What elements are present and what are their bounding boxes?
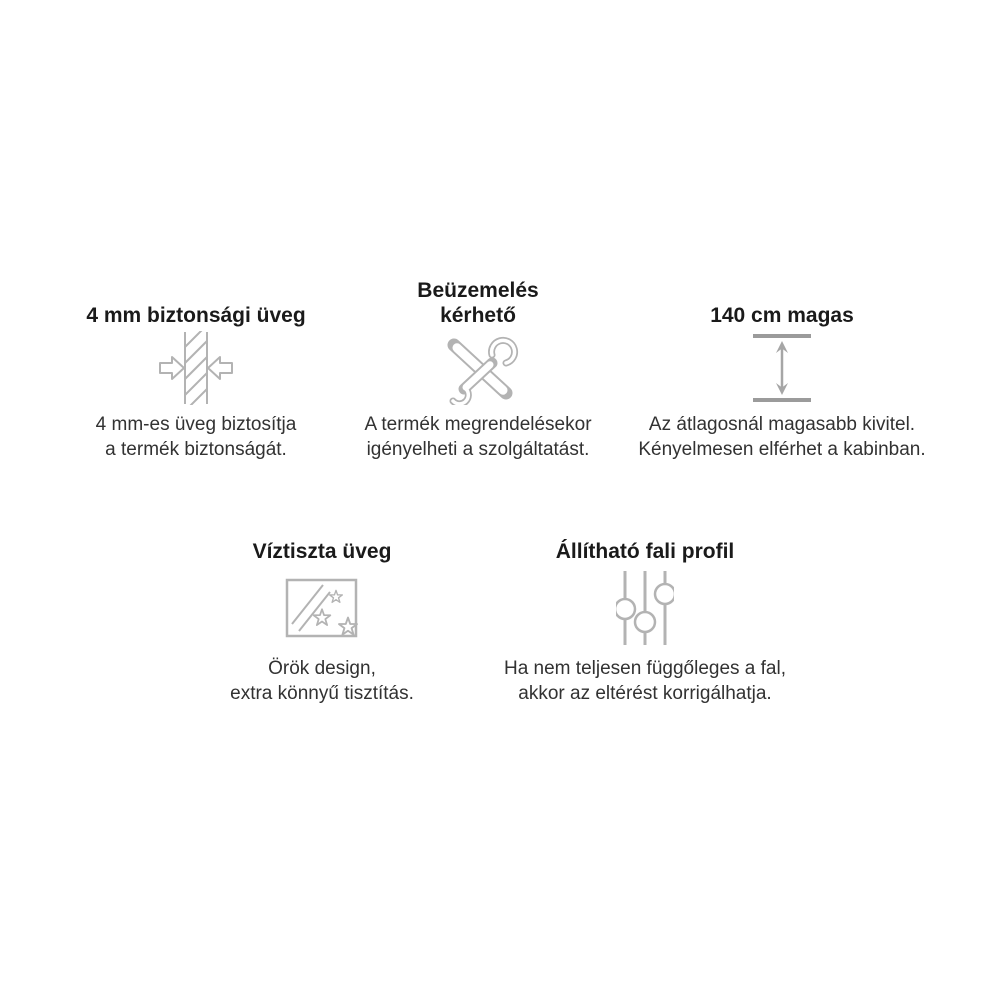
- feature-description: [475, 656, 815, 706]
- feature-description-line: igényelheti a szolgáltatást.: [366, 439, 590, 460]
- feature-description-line: Kényelmesen elférhet a kabinban.: [638, 439, 926, 460]
- feature-description-line: a termék biztonságát.: [105, 439, 287, 460]
- feature-title-line: Víztiszta üveg: [252, 540, 392, 563]
- feature-title: [182, 537, 462, 564]
- feature-safety-glass: [56, 280, 336, 462]
- feature-description: [56, 412, 336, 462]
- feature-adjustable-wall-profile: [475, 537, 815, 706]
- feature-description: [612, 412, 952, 462]
- feature-description-line: 4 mm-es üveg biztosítja: [95, 414, 297, 435]
- sliders-icon: [475, 564, 815, 652]
- feature-description: [338, 412, 618, 462]
- feature-clear-glass: [182, 537, 462, 706]
- feature-installation-service: [338, 280, 618, 462]
- sliders-icon-svg: [616, 569, 674, 647]
- tools-icon-svg: [432, 331, 524, 405]
- glass-thickness-icon-svg: [158, 331, 234, 405]
- feature-title-line: 4 mm biztonsági üveg: [86, 304, 306, 327]
- height-arrow-icon: [612, 328, 952, 408]
- feature-title-line: 140 cm magas: [710, 304, 854, 327]
- feature-title: [612, 280, 952, 328]
- feature-description-line: Az átlagosnál magasabb kivitel.: [648, 414, 916, 435]
- feature-description-line: A termék megrendelésekor: [364, 414, 592, 435]
- feature-description-line: akkor az eltérést korrigálhatja.: [518, 683, 772, 704]
- height-arrow-icon-svg: [748, 332, 816, 404]
- feature-description: [182, 656, 462, 706]
- feature-title-line: kérhető: [440, 304, 516, 327]
- feature-description-line: extra könnyű tisztítás.: [230, 683, 414, 704]
- feature-description-line: Ha nem teljesen függőleges a fal,: [503, 658, 786, 679]
- clear-glass-icon: [182, 564, 462, 652]
- feature-title-line: Állítható fali profil: [555, 540, 735, 563]
- glass-thickness-icon: [56, 328, 336, 408]
- feature-title: [338, 280, 618, 328]
- feature-title: [475, 537, 815, 564]
- feature-description-line: Örök design,: [268, 658, 376, 679]
- tools-icon: [338, 328, 618, 408]
- clear-glass-icon-svg: [285, 577, 359, 639]
- feature-title-line: Beüzemelés: [417, 279, 539, 302]
- feature-height: [612, 280, 952, 462]
- feature-title: [56, 280, 336, 328]
